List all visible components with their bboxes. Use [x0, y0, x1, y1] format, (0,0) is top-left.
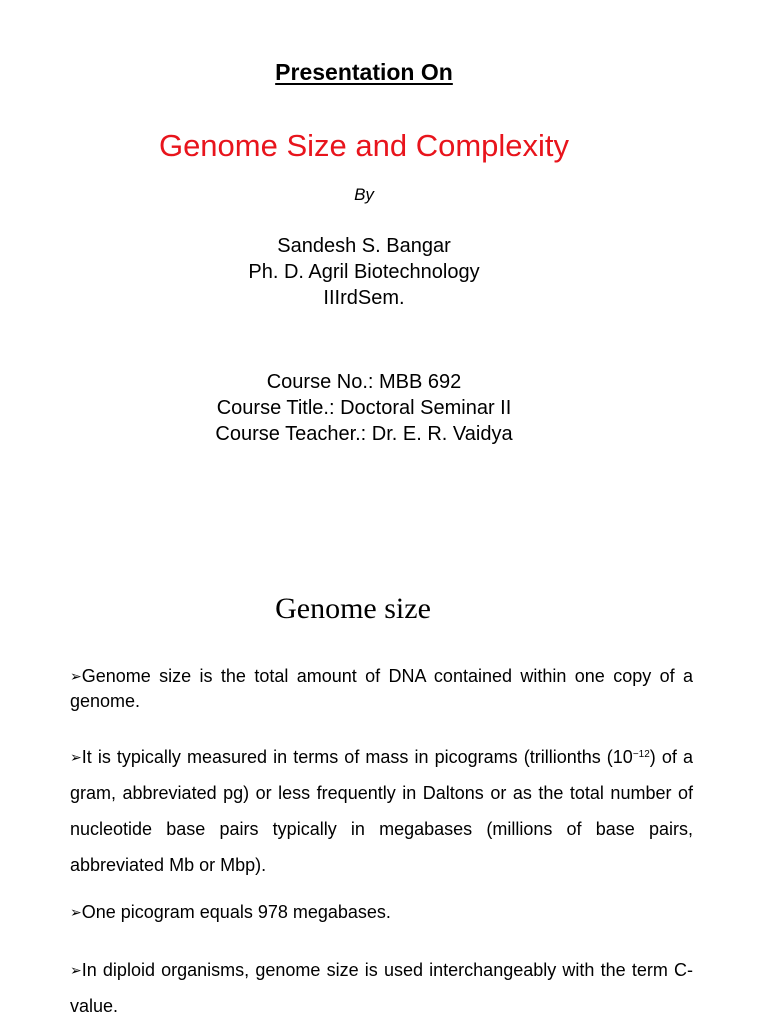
bullet-paragraph	[70, 900, 693, 925]
exponent-superscript: −12	[632, 749, 650, 760]
bullet-paragraph	[70, 739, 693, 883]
course-number: Course No.: MBB 692	[266, 371, 462, 393]
author-degree: Ph. D. Agril Biotechnology	[248, 261, 480, 283]
bullet-text: In diploid organisms, genome size is used interchangeably with the term C-value.	[70, 960, 693, 1016]
arrow-bullet-icon: ➢	[70, 668, 82, 684]
presentation-title: Genome Size and Complexity	[158, 128, 570, 163]
arrow-bullet-icon: ➢	[70, 749, 82, 765]
bullet-text-continued: ) of a gram, abbreviated pg) or less frequently in Daltons or as the total number of nucleotide base pairs typically in megabases (millions of base pairs, abbreviated Mb or Mbp).	[70, 747, 693, 875]
bullet-paragraph	[70, 952, 693, 1024]
course-teacher: Course Teacher.: Dr. E. R. Vaidya	[215, 423, 513, 445]
presentation-intro-heading: Presentation On	[275, 59, 453, 85]
author-semester: IIIrdSem.	[323, 287, 405, 309]
arrow-bullet-icon: ➢	[70, 962, 82, 978]
bullet-text: One picogram equals 978 megabases.	[81, 902, 391, 922]
author-block	[0, 233, 728, 311]
by-label: By	[354, 185, 374, 204]
course-block	[0, 369, 728, 447]
section-heading: Genome size	[275, 592, 431, 625]
bullet-paragraph	[70, 664, 693, 714]
arrow-bullet-icon: ➢	[70, 904, 82, 920]
author-name: Sandesh S. Bangar	[277, 235, 451, 257]
bullet-text: Genome size is the total amount of DNA contained within one copy of a genome.	[70, 666, 693, 711]
course-title: Course Title.: Doctoral Seminar II	[216, 397, 512, 419]
bullet-text: It is typically measured in terms of mass in picograms (trillionths (10	[81, 747, 633, 767]
